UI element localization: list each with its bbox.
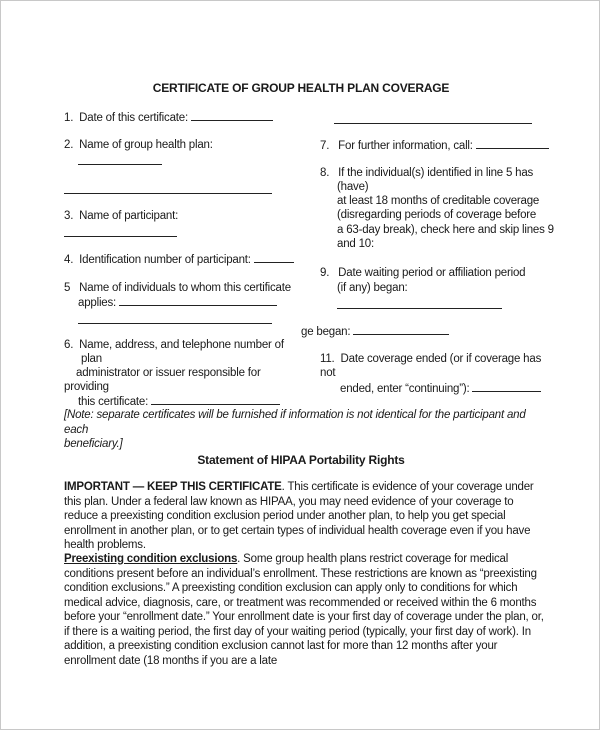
item-5-applies-label: applies: [78, 297, 120, 309]
important-paragraph [64, 480, 544, 553]
section-title-hipaa: Statement of HIPAA Portability Rights [197, 453, 405, 467]
preexisting-text: . Some group health plans restrict coverage for medical conditions present before an individual’s enrollment. These restrictions are known as “preexisting condition exclusions.” A preexisting condition exclusion can apply only to conditions for which medical advice, diagnosis, care, or treatment was recommended or received within the 6 months before your “enrollment date.” Your enrollment date is your first day of coverage under the plan, or, if there is a waiting period, the first day of your waiting period (typically, your first day of work). In addition, a preexisting condition exclusion cannot last for more than 12 months after your enrollment date (18 months if you are a late [64, 553, 544, 667]
item-2-field-a[interactable] [78, 164, 162, 165]
item-5-label: 5 Name of individuals to whom this certificate [64, 282, 291, 294]
item-8-label-5: a 63-day break), check here and skip lines 9 [337, 224, 554, 236]
item-5-applies [78, 295, 277, 311]
item-2-label: 2. Name of group health plan: [64, 139, 213, 151]
preexisting-paragraph [64, 552, 544, 668]
item-11-field[interactable] [472, 381, 541, 392]
item-1-date-of-certificate [64, 110, 273, 126]
item-1-label: 1. Date of this certificate: [64, 112, 191, 124]
item-8-label-3: at least 18 months of creditable coverage [337, 195, 540, 207]
important-text: . This certificate is evidence of your coverage under this plan. Under a federal law known as HIPAA, you may need evidence of your coverage to reduce a preexisting condition exclusion period under another plan, to help you get special enrollment in another plan, or to get certain types of individual health coverage even if you have health problems. [64, 481, 534, 551]
item-6-field[interactable] [151, 394, 280, 405]
item-4-label: 4. Identification number of participant: [64, 254, 254, 266]
item-9-field[interactable] [337, 308, 502, 309]
item-8-label-4: (disregarding periods of coverage before [337, 209, 537, 221]
item-4-identification-number [64, 252, 294, 268]
item-11-ended [340, 381, 541, 397]
item-5-field-a[interactable] [119, 295, 277, 306]
item-9-label-2: (if any) began: [337, 282, 408, 294]
item-8-label: 8. If the individual(s) identified in line 5 has [320, 167, 534, 179]
item-9-label: 9. Date waiting period or affiliation period [320, 267, 526, 279]
important-lead: IMPORTANT — KEEP THIS CERTIFICATE [64, 481, 282, 493]
item-2-field-b[interactable] [64, 193, 272, 194]
item-3-label: 3. Name of participant: [64, 210, 179, 222]
item-6-label-5: this certificate: [78, 396, 152, 408]
item-11-label-3: ended, enter “continuing”): [340, 383, 473, 395]
separate-certificates-note [64, 408, 544, 452]
item-10-fragment [301, 324, 449, 340]
item-3-field[interactable] [64, 236, 177, 237]
item-10-label: ge began: [301, 326, 354, 338]
item-1-field[interactable] [191, 110, 273, 121]
item-5-field-b[interactable] [78, 323, 272, 324]
item-7-further-information [320, 138, 549, 154]
item-top-right-field[interactable] [334, 123, 532, 124]
item-8-label-2: (have) [337, 181, 369, 193]
item-4-field[interactable] [254, 252, 294, 263]
item-7-field[interactable] [476, 138, 549, 149]
note-line-2: beneficiary.] [64, 438, 123, 450]
item-11-label: 11. Date coverage ended (or if coverage has [320, 353, 542, 365]
item-6-label: 6. Name, address, and telephone number of [64, 339, 284, 351]
item-6-label-3: administrator or issuer responsible for [76, 367, 261, 379]
note-line-1: [Note: separate certificates will be furnished if information is not identical for the participant and each [64, 409, 526, 436]
item-10-field[interactable] [353, 324, 449, 335]
item-7-label: 7. For further information, call: [320, 140, 476, 152]
item-11-label-2: not [320, 367, 336, 379]
item-8-label-6: and 10: [337, 238, 374, 250]
item-6-label-4: providing [64, 381, 109, 393]
preexisting-lead: Preexisting condition exclusions [64, 553, 238, 565]
item-6-label-2: plan [81, 353, 102, 365]
document-title: CERTIFICATE OF GROUP HEALTH PLAN COVERAGE [152, 81, 450, 95]
